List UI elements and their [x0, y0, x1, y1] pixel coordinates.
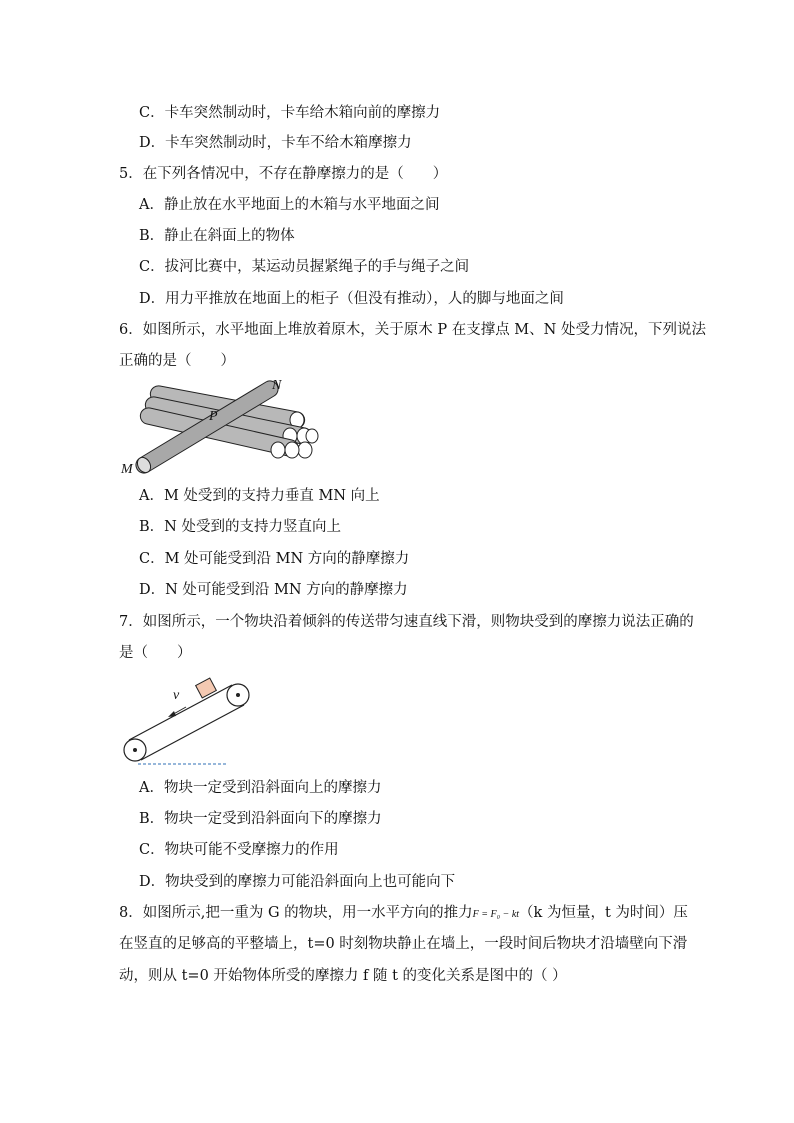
q7-option-a: A．物块一定受到沿斜面向上的摩擦力: [139, 780, 382, 796]
q7-conveyor-figure: [118, 675, 258, 770]
q5-option-b: B．静止在斜面上的物体: [139, 228, 295, 244]
q4-option-c: C．卡车突然制动时，卡车给木箱向前的摩擦力: [139, 105, 441, 121]
q6-stem-line-2: 正确的是（ ）: [119, 353, 235, 369]
q7-label-v: v: [173, 688, 180, 703]
q8-line-1-b: （k 为恒量，t 为时间）压: [519, 905, 688, 921]
q7-stem-line-1: 7．如图所示，一个物块沿着倾斜的传送带匀速直线下滑，则物块受到的摩擦力说法正确的: [119, 614, 694, 630]
q4-option-d: D．卡车突然制动时，卡车不给木箱摩擦力: [139, 135, 412, 151]
q8-force-formula: F = F₀ − kt: [472, 909, 520, 920]
q6-option-b: B．N 处受到的支持力竖直向上: [139, 519, 341, 535]
q6-stem-line-1: 6．如图所示，水平地面上堆放着原木，关于原木 P 在支撑点 M、N 处受力情况，下列说法: [119, 322, 706, 338]
q8-line-2: 在竖直的足够高的平整墙上，t=0 时刻物块静止在墙上，一段时间后物块才沿墙壁向下滑: [119, 936, 688, 952]
q7-option-d: D．物块受到的摩擦力可能沿斜面向上也可能向下: [139, 874, 456, 890]
q8-line-1-a: 8．如图所示,把一重为 G 的物块，用一水平方向的推力: [119, 905, 473, 921]
q5-stem: 5．在下列各情况中，不存在静摩擦力的是（ ）: [119, 166, 448, 182]
q6-option-c: C．M 处可能受到沿 MN 方向的静摩擦力: [139, 551, 410, 567]
q7-option-c: C．物块可能不受摩擦力的作用: [139, 842, 339, 858]
q6-label-p: P: [209, 409, 218, 424]
q6-option-a: A．M 处受到的支持力垂直 MN 向上: [139, 488, 380, 504]
q6-option-d: D．N 处可能受到沿 MN 方向的静摩擦力: [139, 582, 408, 598]
q6-label-m: M: [121, 462, 133, 477]
q5-option-c: C．拔河比赛中，某运动员握紧绳子的手与绳子之间: [139, 259, 470, 275]
q6-logs-figure: [120, 378, 320, 478]
q7-option-b: B．物块一定受到沿斜面向下的摩擦力: [139, 811, 382, 827]
q8-line-1: [119, 903, 688, 925]
q6-label-n: N: [272, 378, 282, 393]
q5-option-a: A．静止放在水平地面上的木箱与水平地面之间: [139, 197, 440, 213]
q5-option-d: D．用力平推放在地面上的柜子（但没有推动），人的脚与地面之间: [139, 291, 564, 307]
q8-line-3: 动，则从 t=0 开始物体所受的摩擦力 f 随 t 的变化关系是图中的（ ）: [119, 968, 567, 984]
q7-stem-line-2: 是（ ）: [119, 645, 192, 661]
